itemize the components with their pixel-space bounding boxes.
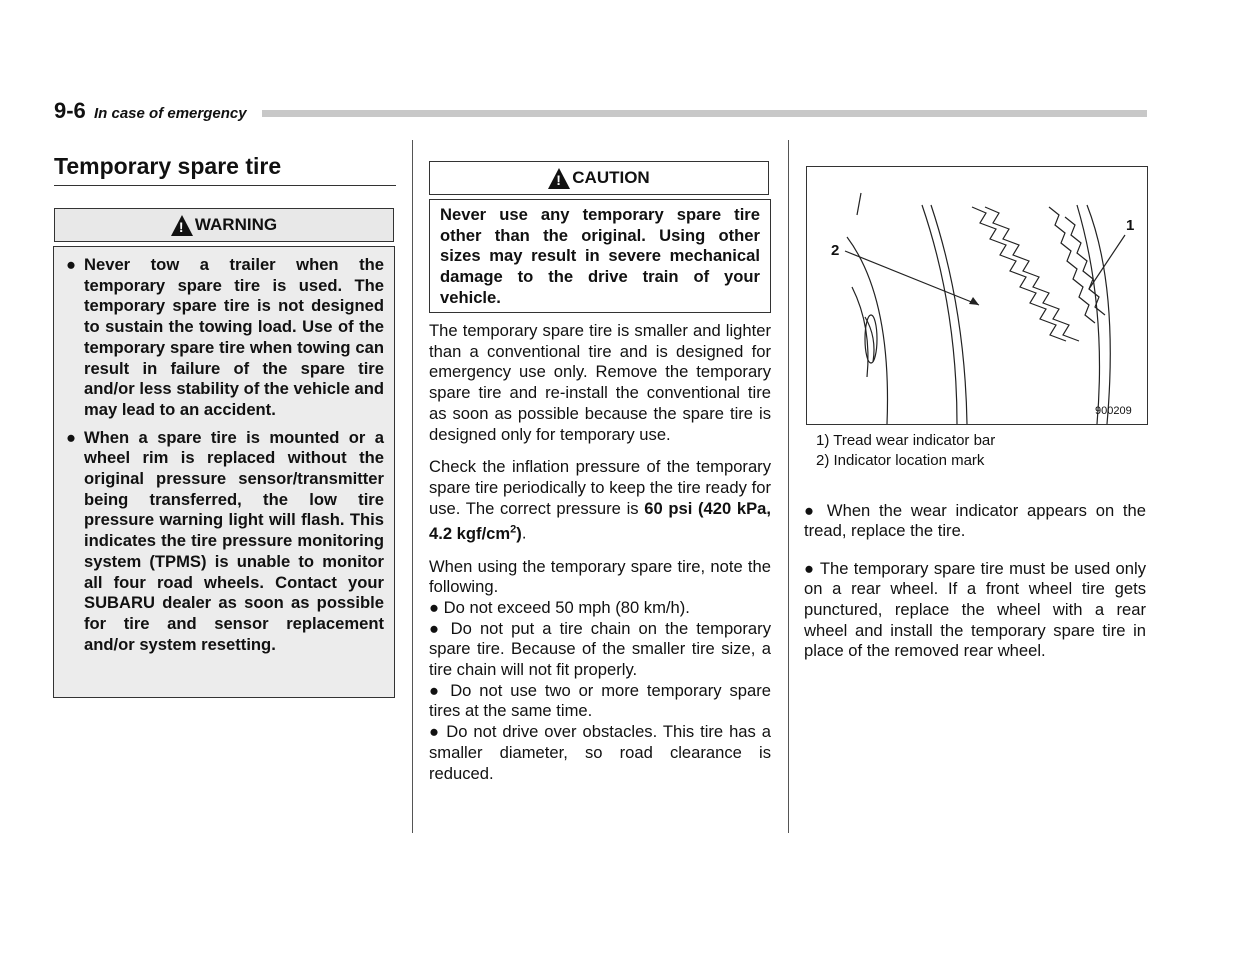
caution-header <box>429 161 769 195</box>
list-item: ● The temporary spare tire must be used only on a rear wheel. If a front wheel tire gets punctured, replace the wheel with a rear wheel and install the temporary spare tire in place of the removed rear wheel. <box>804 558 1146 661</box>
caution-icon <box>548 168 570 189</box>
caption: 1) Tread wear indicator bar <box>816 432 996 449</box>
warning-item: ● Never tow a trailer when the temporary spare tire is used. The temporary spare tire is not designed to sustain the towing load. Use of the temporary spare tire when towing can result in failure of the spare tire and/or less stability of the vehicle and may lead to an accident. <box>66 255 384 419</box>
section-title: In case of emergency <box>94 105 247 122</box>
paragraph: Check the inflation pressure of the temporary spare tire periodically to keep the tire ready for use. The correct pressure is 60 psi (420 kPa, 4.2 kgf/$cm^2$). <box>429 457 771 543</box>
list-item: ● Do not exceed 50 mph (80 km/h). <box>429 597 690 617</box>
caption: 2) Indicator location mark <box>816 452 985 469</box>
main-body <box>429 321 771 784</box>
callout-2: 2 <box>831 242 840 259</box>
caution-label: CAUTION <box>572 168 650 187</box>
warning-label: WARNING <box>194 215 278 234</box>
tire-tread-illustration <box>807 167 1147 424</box>
figure-captions <box>816 431 995 471</box>
right-body <box>804 484 1146 679</box>
callout-1: 1 <box>1126 217 1135 234</box>
page-number: 9-6 <box>54 98 86 123</box>
warning-box <box>53 246 395 698</box>
warning-icon <box>171 215 193 236</box>
column-divider <box>412 140 413 833</box>
header-rule <box>262 110 1147 117</box>
figure-code: 900209 <box>1095 405 1132 417</box>
paragraph: The temporary spare tire is smaller and lighter than a conventional tire and is designed for emergency use only. Remove the temporary spare tire and re-install the conventional tire as soon as possible because the spare tire is designed only for temporary use. <box>429 321 771 444</box>
warning-item: ● When a spare tire is mounted or a wheel rim is replaced without the original pressure sensor/transmitter being transferred, the low tire pressure warning light will flash. This indicates the tire pressure monitoring system (TPMS) is unable to monitor all four road wheels. Contact your SUBARU dealer as soon as possible for tire and sensor replacement and/or system resetting. <box>66 427 384 654</box>
title-underline <box>54 185 396 186</box>
page-title: Temporary spare tire <box>54 153 282 179</box>
caution-text: Never use any temporary spare tire other than the original. Using other sizes may result in severe mechanical damage to the drive train of your vehicle. <box>440 205 760 307</box>
list-item: ● When the wear indicator appears on the tread, replace the tire. <box>804 500 1146 541</box>
warning-header <box>54 208 394 242</box>
list-item: ● Do not drive over obstacles. This tire has a smaller diameter, so road clearance is reduced. <box>429 722 771 783</box>
caution-box <box>429 199 771 313</box>
list-item: ● Do not use two or more temporary spare tires at the same time. <box>429 680 771 721</box>
paragraph: When using the temporary spare tire, note the following. <box>429 556 771 597</box>
column-divider <box>788 140 789 833</box>
list-item: ● Do not put a tire chain on the temporary spare tire. Because of the smaller tire size, a tire chain will not fit properly. <box>429 618 771 680</box>
tire-tread-figure <box>806 166 1148 425</box>
